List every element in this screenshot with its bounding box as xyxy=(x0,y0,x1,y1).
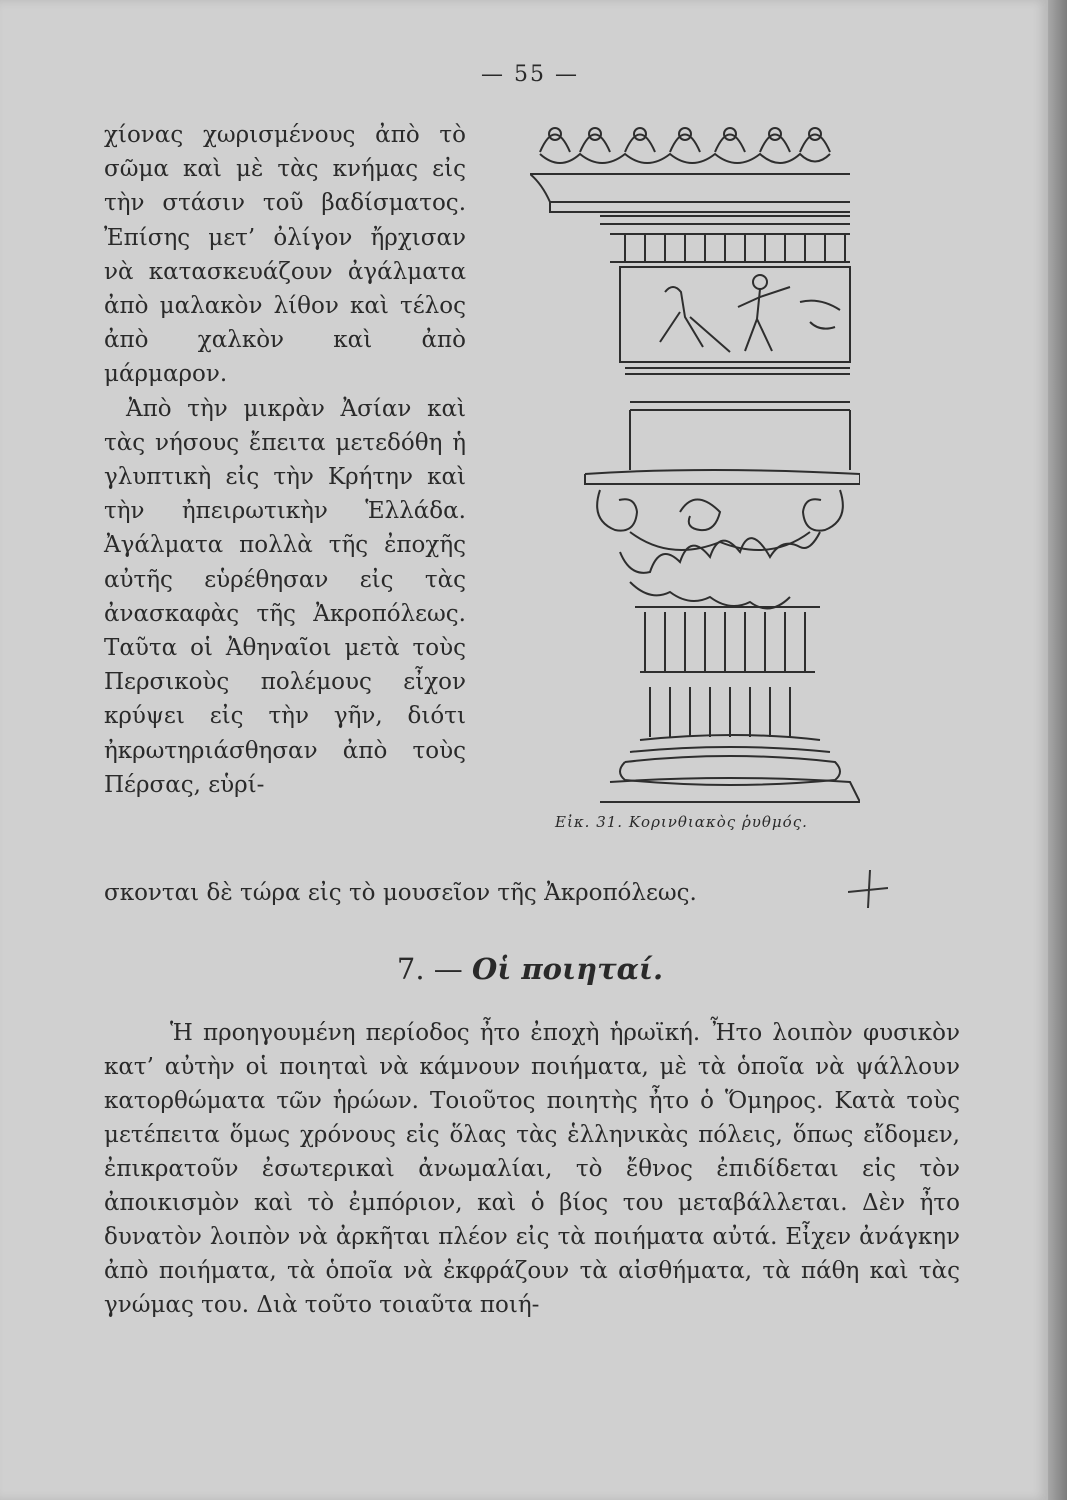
body-paragraph: Ἡ προηγουμένη περίοδος ἦτο ἐποχὴ ἡρωϊκή. Ἦτο λοιπὸν φυσικὸν κατ’ αὐτὴν οἱ ποιηταὶ νὰ κάμνουν ποιήματα, μὲ τὰ ὁποῖα νὰ ψάλλουν κατορθώματα τῶν ἡρώων. Τοιοῦτος ποιητὴς ἦτο ὁ Ὅμηρος. Κατὰ τοὺς μετέπειτα ὅμως χρόνους εἰς ὅλας τὰς ἑλληνικὰς πόλεις, ὅπως εἴδομεν, ἐπικρατοῦν ἐσωτερικαὶ ἀνωμαλίαι, τὸ ἔθνος ἐπιδίδεται εἰς τὸν ἀποικισμὸν καὶ τὸ ἐμπόριον, καὶ ὁ βίος του μεταβάλλεται. Δὲν ἦτο δυνατὸν λοιπὸν νὰ ἀρκῆται πλέον εἰς τὰ ποιήματα αὐτά. Εἶχεν ἀνάγκην ἀπὸ ποιήματα, τὰ ὁποῖα νὰ ἐκφράζουν τὰ αἰσθήματα, τὰ πάθη καὶ τὰς γνώμας του. Διὰ τοῦτο τοιαῦτα ποιή- xyxy=(104,1020,960,1318)
figure-caption: Εἰκ. 31. Κορινθιακὸς ῥυθμός. xyxy=(555,813,808,831)
body-text xyxy=(104,1016,960,1322)
palmette-ornaments xyxy=(540,128,830,163)
fluted-shaft xyxy=(640,612,815,737)
frieze-relief xyxy=(620,267,850,362)
page-edge-shadow xyxy=(1048,0,1067,1500)
page-number: — 55 — xyxy=(481,62,579,87)
paragraph-1: χίονας χωρισμένους ἀπὸ τὸ σῶμα καὶ μὲ τὰς κνήμας εἰς τὴν στάσιν τοῦ βαδίσματος. Ἐπίσης μετ’ ὀλίγον ἤρχισαν νὰ κατασκευάζουν ἀγάλματα ἀπὸ μαλακὸν λίθον καὶ τέλος ἀπὸ χαλκὸν καὶ ἀπὸ μάρμαρον. xyxy=(104,122,466,388)
capital-acanthus xyxy=(597,490,843,608)
section-heading xyxy=(300,952,760,986)
dentil-band xyxy=(610,234,850,262)
section-number: 7. — xyxy=(396,952,473,986)
paragraph-2: Ἀπὸ τὴν μικρὰν Ἀσίαν καὶ τὰς νήσους ἔπειτα μετεδόθη ἡ γλυπτικὴ εἰς τὴν Κρήτην καὶ τὴν ἠπειρωτικὴν Ἑλλάδα. Ἀγάλματα πολλὰ τῆς ἐποχῆς αὐτῆς εὑρέθησαν εἰς τὰς ἀνασκαφὰς τῆς Ἀκροπόλεως. Ταῦτα οἱ Ἀθηναῖοι μετὰ τοὺς Περσικοὺς πολέμους εἶχον κρύψει εἰς τὴν γῆν, διότι ἠκρωτηριάσθησαν ἀπὸ τοὺς Πέρσας, εὑρί- xyxy=(104,395,466,798)
continued-line: σκονται δὲ τώρα εἰς τὸ μουσεῖον τῆς Ἀκροπόλεως. xyxy=(104,880,697,906)
pencil-cross-mark xyxy=(848,868,888,908)
corinthian-order-figure xyxy=(530,112,860,822)
left-column-text xyxy=(104,118,466,802)
corinthian-column-drawing xyxy=(530,112,860,812)
column-base xyxy=(600,735,860,802)
section-title: Οἱ ποιηταί. xyxy=(472,952,664,986)
